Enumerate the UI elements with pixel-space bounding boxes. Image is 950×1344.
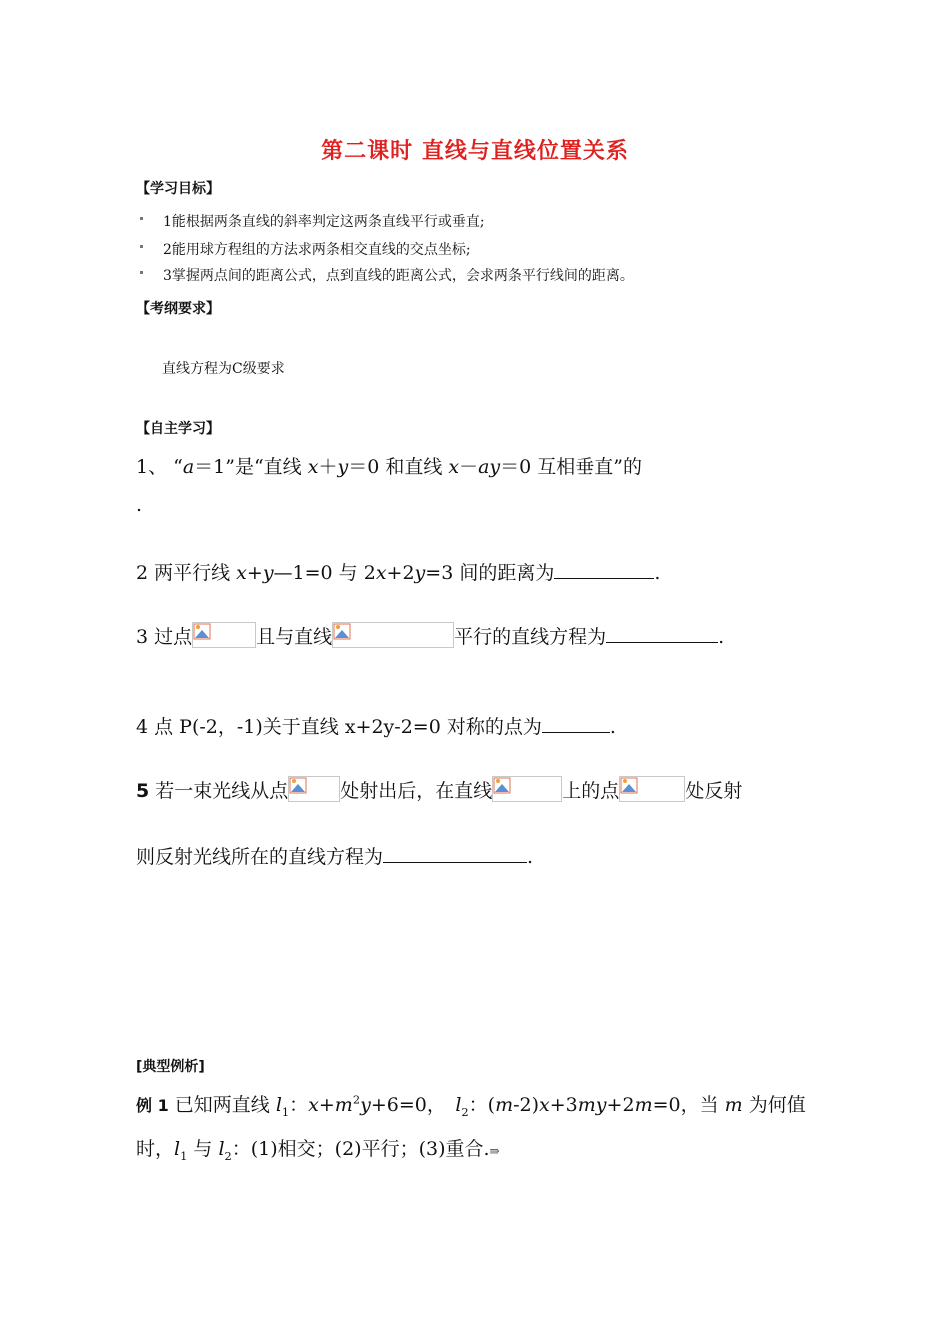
broken-image-icon xyxy=(492,776,562,802)
question-5: 5 若一束光线从点 处射出后，在直线 上的点 处反射 xyxy=(136,776,742,803)
broken-image-icon xyxy=(288,776,340,802)
broken-image-icon xyxy=(192,622,256,648)
broken-image-icon xyxy=(332,622,454,648)
objectives-heading: 【学习目标】 xyxy=(136,181,220,197)
question-1: 1、 “a＝1”是“直线 x＋y＝0 和直线 x－ay＝0 互相垂直”的 xyxy=(136,456,643,478)
question-3: 3 过点 且与直线 平行的直线方程为 . xyxy=(136,622,724,649)
answer-blank[interactable] xyxy=(606,624,718,643)
answer-blank[interactable] xyxy=(554,560,654,579)
objective-text: 1能根据两条直线的斜率判定这两条直线平行或垂直; xyxy=(163,214,485,230)
objective-item xyxy=(163,265,634,285)
answer-blank[interactable] xyxy=(383,844,527,863)
list-marker xyxy=(140,217,143,220)
broken-image-icon xyxy=(619,776,685,802)
question-2: 2 两平行线 x+y—1=0 与 2x+2y=3 间的距离为 . xyxy=(136,562,661,584)
example-1: 例 1 已知两直线 $l_1$：$x+m^2y+6=0$， $l_2$：(m-2)x+3my+2m=0，当 m 为何值 xyxy=(136,1092,806,1119)
objective-item xyxy=(163,211,485,231)
question-1-continuation: . xyxy=(136,494,143,516)
objective-text: 3掌握两点间的距离公式，点到直线的距离公式，会求两条平行线间的距离。 xyxy=(163,268,634,284)
syllabus-heading: 【考纲要求】 xyxy=(136,301,220,317)
question-5-continuation: 则反射光线所在的直线方程为 . xyxy=(136,846,534,868)
objective-text: 2能用球方程组的方法求两条相交直线的交点坐标; xyxy=(163,242,471,258)
examples-heading: [典型例析] xyxy=(136,1059,205,1075)
example-1-continuation: 时，$l_1$ 与 $l_2$：(1)相交；(2)平行；(3)重合.⇛ xyxy=(136,1138,500,1163)
objective-item xyxy=(163,239,471,259)
paragraph-mark: ⇛ xyxy=(489,1144,500,1158)
list-marker xyxy=(140,271,143,274)
page-title: 第二课时 直线与直线位置关系 xyxy=(321,139,629,164)
question-4: 4 点 P(-2，-1)关于直线 x+2y-2=0 对称的点为 . xyxy=(136,716,616,738)
self-study-heading: 【自主学习】 xyxy=(136,421,220,437)
list-marker xyxy=(140,245,143,248)
syllabus-text: 直线方程为C级要求 xyxy=(162,361,285,377)
answer-blank[interactable] xyxy=(542,714,610,733)
